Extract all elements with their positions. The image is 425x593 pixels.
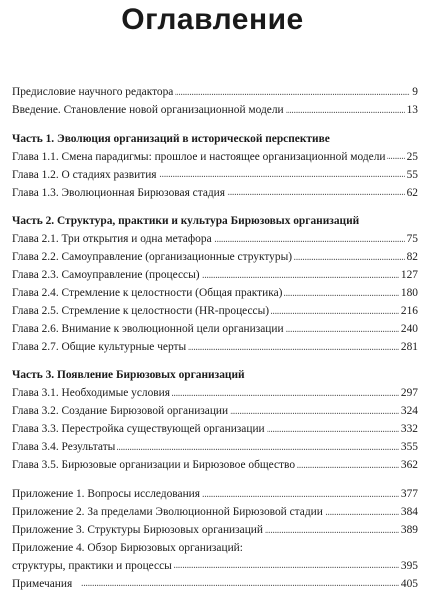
dot-leader: [230, 403, 399, 414]
toc-entry-title: Примечания: [12, 577, 73, 590]
toc-page-number: 395: [400, 559, 418, 572]
toc-entry-title: Приложение 3. Структуры Бирюзовых организаций: [12, 524, 263, 537]
dot-leader: [202, 267, 399, 278]
toc-section: [12, 213, 418, 356]
toc-entry-title: Приложение 1. Вопросы исследования: [12, 488, 200, 501]
dot-leader: [325, 504, 399, 515]
dot-leader: [214, 231, 405, 242]
dot-leader: [265, 522, 399, 533]
toc-entry-title: Глава 2.3. Самоуправление (процессы): [12, 269, 200, 282]
toc-entry: [12, 231, 418, 249]
toc-part-heading: Часть 3. Появление Бирюзовых организаций: [12, 369, 245, 382]
toc-entry-title: Приложение 2. За пределами Эволюционной Бирюзовой стадии: [12, 506, 323, 519]
toc-entry-title: Глава 1.2. О стадиях развития: [12, 168, 157, 181]
dot-leader: [175, 84, 410, 95]
toc-page-number: 362: [400, 459, 418, 472]
toc-entry-title: Введение. Становление новой организационной модели: [12, 104, 284, 117]
toc-page-number: 180: [400, 287, 418, 300]
toc-entry-title: Глава 2.6. Внимание к эволюционной цели организации: [12, 323, 284, 336]
toc-entry: [12, 457, 418, 475]
toc-page-number: 9: [412, 86, 418, 99]
toc-section: [12, 84, 418, 120]
toc-entry: [12, 385, 418, 403]
toc-page-number: 13: [406, 104, 418, 117]
dot-leader: [286, 321, 399, 332]
toc-entry: [12, 486, 418, 504]
page-title: Оглавление: [121, 3, 304, 36]
dot-leader: [227, 184, 405, 195]
toc-page-number: 405: [400, 577, 418, 590]
toc-entry: [12, 102, 418, 120]
dot-leader: [271, 303, 399, 314]
dot-leader: [174, 557, 399, 568]
toc-section: [12, 486, 418, 593]
dot-leader: [294, 249, 405, 260]
toc-entry: [12, 522, 418, 540]
dot-leader: [172, 385, 399, 396]
toc-entry-title: Глава 3.4. Результаты: [12, 441, 116, 454]
toc-part-heading: Часть 1. Эволюция организаций в исторической перспективе: [12, 132, 330, 145]
toc-entry-title: Глава 2.5. Стремление к целостности (HR-процессы): [12, 305, 270, 318]
toc-entry: [12, 249, 418, 267]
dot-leader: [188, 339, 399, 350]
toc-section: [12, 131, 418, 203]
dot-leader: [297, 457, 399, 468]
toc-entry: [12, 166, 418, 184]
toc-page-number: 127: [400, 269, 418, 282]
toc-entry-title: Предисловие научного редактора: [12, 86, 174, 99]
dot-leader: [202, 486, 399, 497]
dot-leader: [286, 102, 405, 113]
toc-section: [12, 367, 418, 475]
toc-page-number: 384: [400, 506, 418, 519]
toc-entry: [12, 504, 418, 522]
toc-entry: [12, 184, 418, 202]
toc-entry: [12, 303, 418, 321]
toc-entry: [12, 557, 418, 575]
toc-entry: [12, 439, 418, 457]
toc-page-number: 297: [400, 387, 418, 400]
dot-leader: [387, 148, 404, 159]
toc-entry: [12, 403, 418, 421]
toc-page-number: 75: [406, 233, 418, 246]
toc-entry: [12, 321, 418, 339]
toc-entry-title: Приложение 4. Обзор Бирюзовых организаций:: [12, 541, 243, 554]
toc-entry-title: Глава 1.1. Смена парадигмы: прошлое и настоящее организационной модели: [12, 150, 386, 163]
toc-page-number: 62: [406, 186, 418, 199]
dot-leader: [159, 166, 405, 177]
toc-entry: [12, 148, 418, 166]
toc-entry-title: Глава 3.1. Необходимые условия: [12, 387, 170, 400]
dot-leader: [284, 285, 398, 296]
toc-page-number: 281: [400, 341, 418, 353]
toc-page-number: 332: [400, 423, 418, 436]
toc-entry: [12, 575, 418, 593]
toc-entry-title-continuation: структуры, практики и процессы: [12, 559, 172, 572]
toc-entry-title: Глава 2.4. Стремление к целостности (Общая практика): [12, 287, 283, 300]
toc-entry: [12, 267, 418, 285]
toc-page-number: 82: [406, 251, 418, 264]
toc-page-number: 55: [406, 168, 418, 181]
toc-entry-title: Глава 1.3. Эволюционная Бирюзовая стадия: [12, 186, 226, 199]
toc-entry: [12, 84, 418, 102]
table-of-contents: [12, 84, 418, 593]
toc-page-number: 324: [400, 405, 418, 418]
toc-page-number: 377: [400, 488, 418, 501]
toc-page-number: 355: [400, 441, 418, 454]
toc-entry-title: Глава 3.3. Перестройка существующей организации: [12, 423, 265, 436]
toc-entry-title: Глава 2.1. Три открытия и одна метафора: [12, 233, 212, 246]
toc-entry-title: Глава 3.2. Создание Бирюзовой организации: [12, 405, 229, 418]
toc-entry-title: Глава 2.2. Самоуправление (организационные структуры): [12, 251, 293, 264]
toc-entry: [12, 421, 418, 439]
toc-page-number: 216: [400, 305, 418, 318]
dot-leader: [74, 575, 399, 586]
toc-page-number: 240: [400, 323, 418, 336]
dot-leader: [267, 421, 399, 432]
toc-entry: [12, 285, 418, 303]
toc-entry-title: Глава 3.5. Бирюзовые организации и Бирюзовое общество: [12, 459, 296, 472]
toc-page-number: 25: [406, 150, 418, 163]
toc-entry-title: Глава 2.7. Общие культурные черты: [12, 341, 187, 353]
toc-part-heading: Часть 2. Структура, практики и культура Бирюзовых организаций: [12, 215, 360, 228]
toc-page-number: 389: [400, 524, 418, 537]
toc-entry: [12, 339, 418, 357]
dot-leader: [117, 439, 399, 450]
